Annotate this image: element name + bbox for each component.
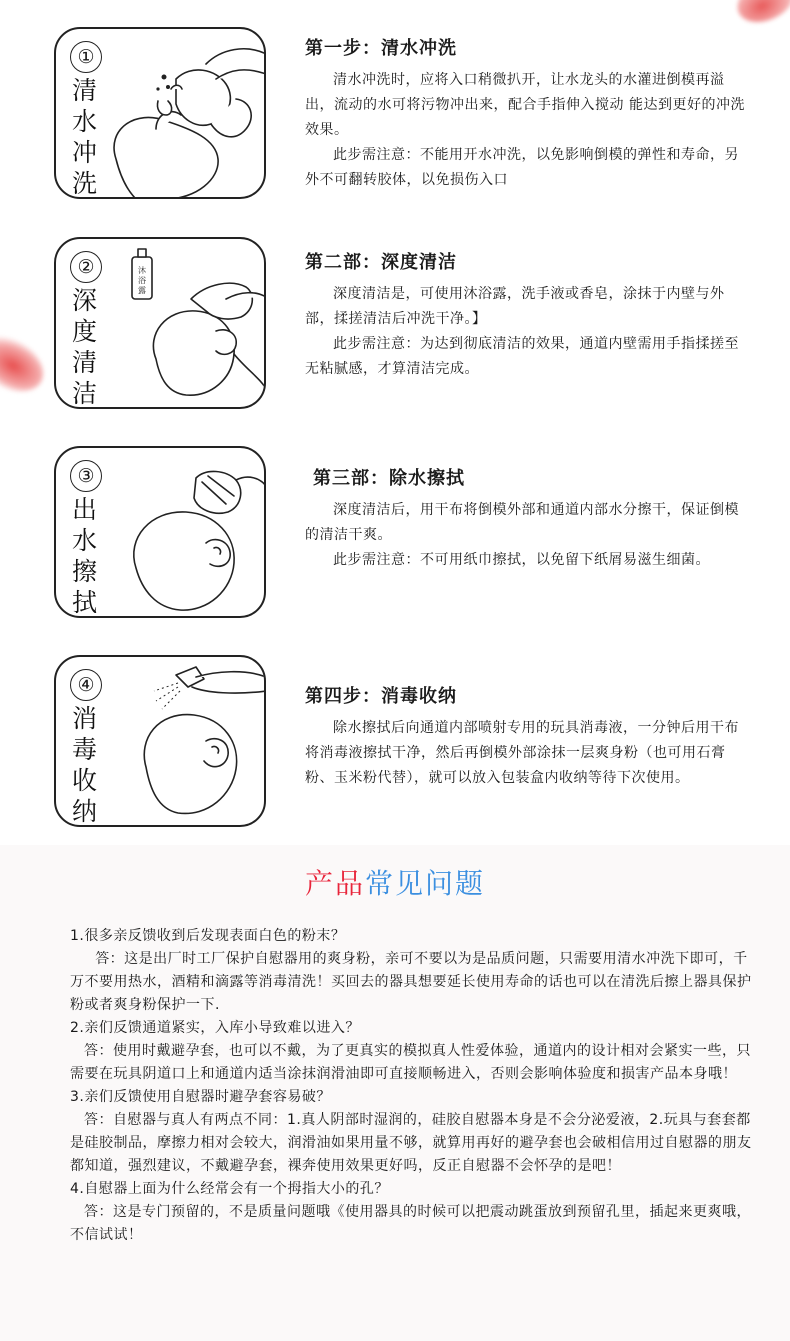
- step-number: ①: [70, 41, 102, 73]
- step-4-card: [54, 655, 266, 827]
- step-number: ③: [70, 460, 102, 492]
- disinfect-store-illustration: [96, 657, 266, 827]
- step-paragraph: 除水擦拭后向通道内部喷射专用的玩具消毒液，一分钟后用干布将消毒液擦拭干净，然后再倒模外部涂抹一层爽身粉（也可用石膏粉、玉米粉代替），就可以放入包装盒内收纳等待下次使用。: [305, 720, 739, 786]
- step-label: 消毒收纳: [72, 704, 98, 826]
- faq-heading: [0, 862, 790, 902]
- wipe-dry-illustration: [96, 448, 266, 618]
- step-paragraph: 清水冲洗时，应将入口稍微扒开，让水龙头的水灌进倒模再溢出，流动的水可将污物冲出来，配合手指伸入搅动 能达到更好的冲洗效果。: [305, 72, 745, 138]
- bottle-label: 沐: [138, 266, 146, 275]
- step-3-text: [305, 464, 745, 573]
- rinse-illustration: [96, 29, 266, 199]
- step-label: 深度清洁: [72, 286, 98, 408]
- decorative-petal: [0, 325, 53, 403]
- step-2-card: [54, 237, 266, 409]
- faq-question: 3.亲们反馈使用自慰器时避孕套容易破？: [70, 1089, 331, 1105]
- faq-answer: 答：自慰器与真人有两点不同：1.真人阴部时湿润的，硅胶自慰器本身是不会分泌爱液，2.玩具与套套都是硅胶制品，摩擦力相对会较大，润滑油如果用量不够，就算用再好的避孕套也会破相信用过自慰器的朋友都知道，强烈建议，不戴避孕套，裸奔使用效果更好吗，反正自慰器不会怀孕的是吧！: [70, 1112, 752, 1174]
- step-1-card: [54, 27, 266, 199]
- svg-text:浴: 浴: [138, 276, 146, 285]
- step-title: 第一步：清水冲洗: [305, 38, 457, 59]
- deep-clean-illustration: [96, 239, 266, 409]
- step-label: 出水擦拭: [72, 495, 98, 617]
- step-number: ②: [70, 251, 102, 283]
- step-note: 此步需注意：为达到彻底清洁的效果，通道内壁需用手指揉搓至无粘腻感，才算清洁完成。: [305, 336, 739, 377]
- step-1-text: [305, 34, 745, 193]
- decorative-petal: [730, 0, 790, 31]
- step-label: 清水冲洗: [72, 76, 98, 198]
- faq-heading-part1: 产品: [304, 867, 365, 900]
- step-title: 第三部：除水擦拭: [313, 468, 465, 489]
- faq-question: 2.亲们反馈通道紧实，入库小导致难以进入？: [70, 1020, 360, 1036]
- faq-heading-part2: 常见问题: [365, 867, 486, 900]
- step-3-card: [54, 446, 266, 618]
- faq-question: 4.自慰器上面为什么经常会有一个拇指大小的孔？: [70, 1181, 389, 1197]
- step-note: 此步需注意：不可用纸巾擦拭，以免留下纸屑易滋生细菌。: [333, 552, 710, 568]
- step-paragraph: 深度清洁是，可使用沐浴露，洗手液或香皂，涂抹于内壁与外部，揉搓清洁后冲洗干净。】: [305, 286, 725, 327]
- step-number: ④: [70, 669, 102, 701]
- step-paragraph: 深度清洁后，用干布将倒模外部和通道内部水分擦干，保证倒模的清洁干爽。: [305, 502, 739, 543]
- svg-text:露: 露: [138, 286, 146, 295]
- step-note: 此步需注意：不能用开水冲洗，以免影响倒模的弹性和寿命，另外不可翻转胶体，以免损伤入口: [305, 147, 739, 188]
- step-2-text: [305, 248, 745, 382]
- faq-answer: 答：这是专门预留的，不是质量问题哦《使用器具的时候可以把震动跳蛋放到预留孔里，插起来更爽哦，不信试试！: [70, 1204, 751, 1243]
- faq-answer: 答：这是出厂时工厂保护自慰器用的爽身粉，亲可不要以为是品质问题，只需要用清水冲洗下即可，千万不要用热水，酒精和滴露等消毒清洗！买回去的器具想要延长使用寿命的话也可以在清洗后擦上器具保护粉或者爽身粉保护一下.: [70, 951, 752, 1013]
- faq-question: 1.很多亲反馈收到后发现表面白色的粉末？: [70, 928, 346, 944]
- step-title: 第二部：深度清洁: [305, 252, 457, 273]
- faq-list: [70, 925, 752, 1247]
- step-title: 第四步：消毒收纳: [305, 686, 457, 707]
- faq-answer: 答：使用时戴避孕套，也可以不戴，为了更真实的模拟真人性爱体验，通道内的设计相对会紧实一些，只需要在玩具阴道口上和通道内适当涂抹润滑油即可直接顺畅进入，否则会影响体验度和损害产品本身哦！: [70, 1043, 751, 1082]
- step-4-text: [305, 682, 745, 791]
